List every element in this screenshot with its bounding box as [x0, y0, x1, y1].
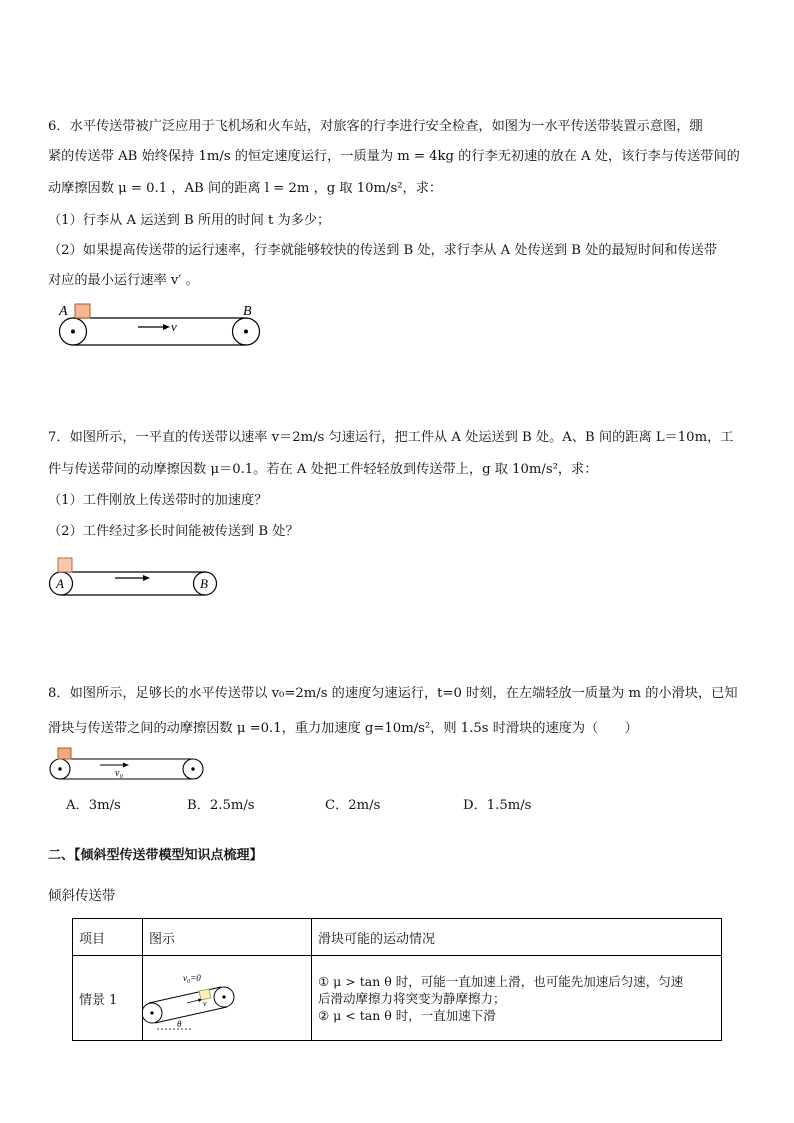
q6-right-axle [244, 330, 248, 334]
q6-luggage-block [75, 304, 90, 318]
q6-belt [60, 318, 260, 345]
q7-conveyor-diagram [45, 555, 225, 601]
motion-desc-line-2: 后滑动摩擦力将突变为静摩擦力； [318, 990, 506, 1006]
q8-option-b[interactable]: B．2.5m/s [187, 798, 255, 813]
motion-desc-line-3: ② μ < tan θ 时，一直加速下滑 [318, 1007, 496, 1023]
section-2-title: 二、【倾斜型传送带模型知识点梳理】 [48, 848, 263, 863]
inclined-right-axle [222, 995, 225, 998]
table-header-row [73, 919, 722, 956]
q7-belt [50, 572, 217, 595]
q7-velocity-arrow [115, 575, 150, 581]
q8-line-2: 滑块与传送带之间的动摩擦因数 μ =0.1，重力加速度 g=10m/s²，则 1.5s 时滑块的速度为（ ） [48, 721, 638, 736]
q6-label-v: v [171, 319, 177, 334]
q6-label-b: B [243, 304, 252, 319]
motion-desc-line-1: ① μ > tan θ 时，可能一直加速上滑，也可能先加速后匀速，匀速 [318, 973, 684, 989]
q8-conveyor-diagram [45, 745, 215, 783]
fig-label-v0: v₀=0 [183, 973, 201, 983]
q7-sub-2: （2）工件经过多长时间能被传送到 B 处？ [48, 524, 299, 539]
q6-velocity-arrow [138, 324, 170, 330]
q8-option-a[interactable]: A．3m/s [66, 798, 121, 813]
table-header-figure: 图示 [143, 919, 312, 956]
q7-label-b: B [200, 576, 208, 591]
q6-line-3: 动摩擦因数 μ = 0.1 ，AB 间的距离 l = 2m ，g 取 10m/s²，求： [48, 181, 443, 196]
q8-belt [50, 759, 203, 779]
q8-option-c[interactable]: C．2m/s [325, 798, 381, 813]
q7-line-1: 7．如图所示，一平直的传送带以速率 v＝2m/s 匀速运行，把工件从 A 处运送到 B 处。A、B 间的距离 L＝10m，工 [48, 430, 734, 445]
table-header-motion: 滑块可能的运动情况 [312, 919, 722, 956]
q8-slider-block [58, 748, 71, 759]
q7-sub-1: （1）工件刚放上传送带时的加速度？ [48, 493, 268, 508]
q8-label-v0: v₀ [115, 768, 123, 779]
inclined-belt [143, 987, 234, 1023]
q6-left-axle [71, 330, 75, 334]
q8-left-axle [58, 767, 61, 770]
table-row [73, 956, 722, 1041]
q8-right-axle [191, 767, 194, 770]
q6-label-a: A [59, 304, 68, 319]
q7-label-a: A [56, 576, 64, 591]
inclined-belt-diagram [143, 956, 311, 1036]
q8-velocity-arrow [100, 763, 129, 768]
inclined-left-axle [150, 1011, 153, 1014]
table-header-item: 项目 [73, 919, 143, 956]
q6-sub-1: （1）行李从 A 运送到 B 所用的时间 t 为多少； [48, 213, 331, 228]
q6-line-2: 紧的传送带 AB 始终保持 1m/s 的恒定速度运行，一质量为 m = 4kg 的行李无初速的放在 A 处，该行李与传送带间的 [48, 149, 740, 164]
table-row-motion-description [312, 956, 722, 1041]
q6-sub-2a: （2）如果提高传送带的运行速率，行李就能够较快的传送到 B 处，求行李从 A 处传送到 B 处的最短时间和传送带 [48, 243, 718, 258]
q6-sub-2b: 对应的最小运行速率 v′ 。 [48, 273, 199, 288]
q8-option-d[interactable]: D．1.5m/s [463, 798, 532, 813]
section-2-subtitle: 倾斜传送带 [48, 888, 116, 904]
inclined-velocity-arrow [187, 999, 202, 1004]
table-row-figure-cell [143, 956, 312, 1041]
inclined-belt-table [72, 918, 722, 1041]
fig-label-theta: θ [177, 1019, 182, 1029]
table-row-scenario-name: 情景 1 [73, 956, 143, 1041]
q7-workpiece-block [58, 558, 72, 572]
q6-line-1: 6．水平传送带被广泛应用于飞机场和火车站，对旅客的行李进行安全检查，如图为一水平传送带装置示意图，绷 [48, 119, 703, 134]
q7-line-2: 件与传送带间的动摩擦因数 μ＝0.1。若在 A 处把工件轻轻放到传送带上，g 取 10m/s²，求： [48, 462, 598, 477]
q6-conveyor-diagram [55, 300, 265, 350]
q8-line-1: 8．如图所示，足够长的水平传送带以 v₀=2m/s 的速度匀速运行，t=0 时刻，在左端轻放一质量为 m 的小滑块，已知 [48, 686, 738, 701]
fig-label-v: v [203, 999, 207, 1008]
